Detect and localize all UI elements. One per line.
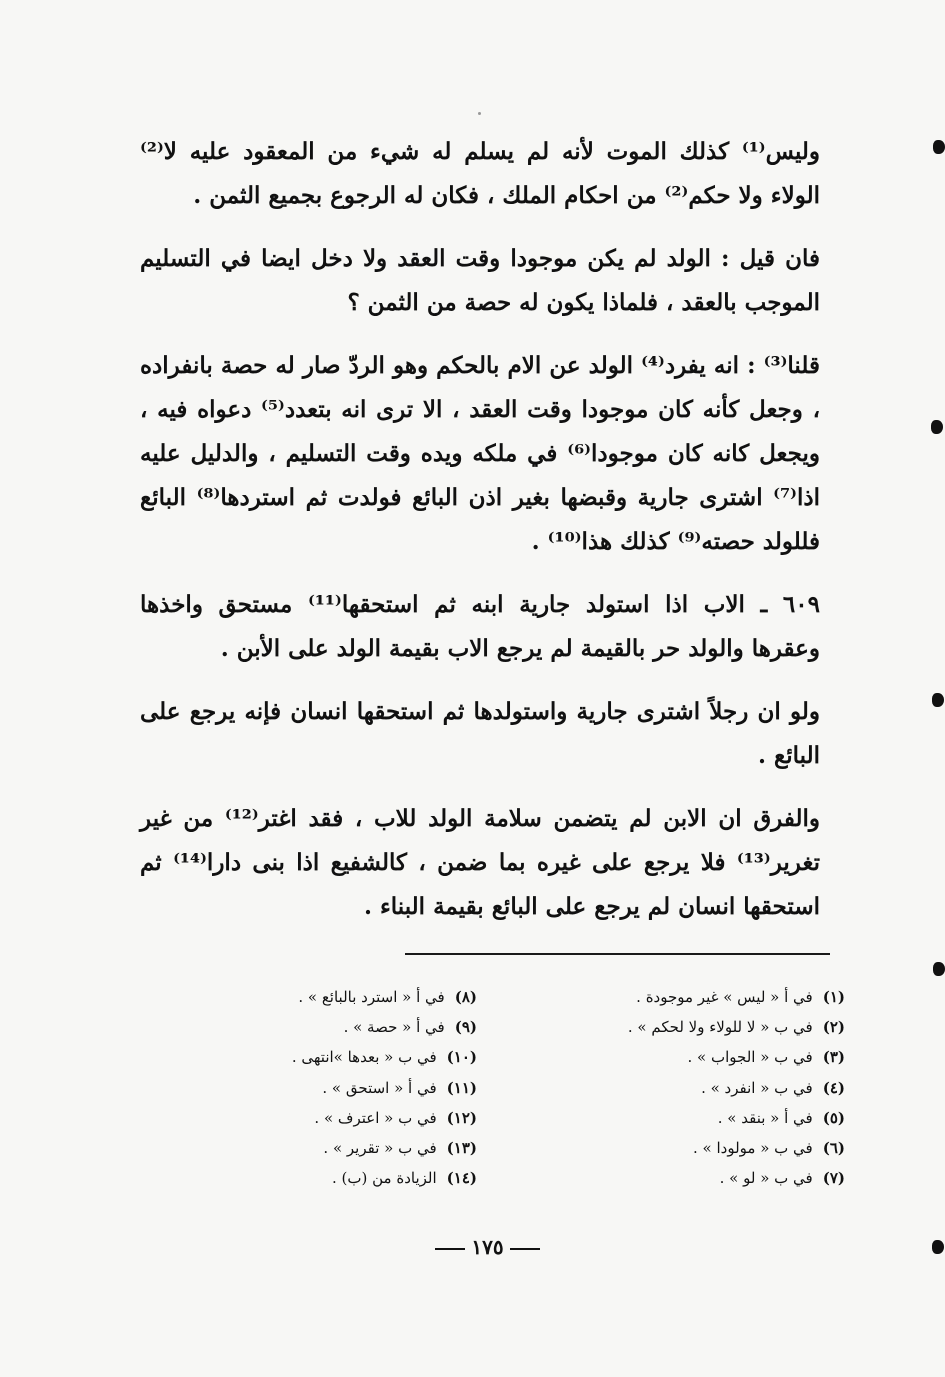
footnote-text: في ب « مولودا » . (693, 1139, 813, 1158)
scan-dot (478, 112, 481, 115)
footnote (207, 1012, 477, 1042)
footnote-text: في أ « استحق » . (322, 1078, 437, 1097)
footnote-text: في ب « تقرير » . (323, 1139, 437, 1158)
footnote (575, 1012, 845, 1042)
paragraph-5: ولو ان رجلاً اشترى جارية واستولدها ثم استحقها انسان فإنه يرجع على البائع . (140, 698, 820, 769)
scan-mark (933, 140, 945, 154)
paragraph-3: قلنا⁽³⁾ : انه يفرد⁽⁴⁾ الولد عن الام بالحكم وهو الردّ صار له حصة بانفراده ، وجعل كأنه كان موجودا وقت العقد ، الا ترى انه بتعدد⁽⁵⁾ دعواه فيه ، ويجعل كانه كان موجودا⁽⁶⁾ في ملكه ويده وقت التسليم ، والدليل عليه اذا⁽⁷⁾ اشترى جارية وقبضها بغير اذن البائع فولدت ثم استردها⁽⁸⁾ البائع فللولد حصته⁽⁹⁾ كذلك هذا⁽¹⁰⁾ . (140, 352, 821, 555)
footnote (575, 1103, 845, 1133)
paragraph-6: والفرق ان الابن لم يتضمن سلامة الولد للاب ، فقد اغتر⁽¹²⁾ من غير تغرير⁽¹³⁾ فلا يرجع على غيره بما ضمن ، كالشفيع اذا بنى دارا⁽¹⁴⁾ ثم استحقها انسان لم يرجع على البائع بقيمة البناء . (140, 805, 820, 920)
footnote (207, 1103, 477, 1133)
footnote-number: (١٠) (446, 1048, 477, 1067)
footnote (575, 1163, 845, 1193)
footnote (207, 982, 477, 1012)
footnote-number: (٨) (454, 988, 477, 1006)
paragraph-4: ٦٠٩ ـ الاب اذا استولد جارية ابنه ثم استحقها⁽¹¹⁾ مستحق واخذها وعقرها والولد حر بالقيمة لم يرجع الاب بقيمة الولد على الأبن . (140, 591, 820, 662)
footnote-number: (١) (822, 988, 845, 1006)
footnote (575, 982, 845, 1012)
footnote (207, 1133, 477, 1163)
footnote (575, 1073, 845, 1103)
scan-mark (931, 420, 943, 434)
footnote-divider (405, 953, 830, 955)
footnote-number: (١٢) (446, 1108, 477, 1127)
paragraph-2: فان قيل : الولد لم يكن موجودا وقت العقد ولا دخل ايضا في التسليم الموجب بالعقد ، فلماذا يكون له حصة من الثمن ؟ (140, 245, 820, 316)
footnote-number: (٧) (822, 1169, 845, 1188)
footnote (207, 1042, 477, 1072)
scan-mark (932, 693, 944, 707)
footnote-text: في ب « لا للولاء ولا لحكم » . (627, 1018, 813, 1037)
footnote (207, 1163, 477, 1193)
footnote-text: في أ « ليس » غير موجودة . (636, 988, 813, 1006)
footnote-number: (١٣) (446, 1139, 477, 1158)
footnote-text: في ب « لو » . (719, 1169, 813, 1188)
footnote-number: (٤) (822, 1078, 845, 1097)
scan-mark (933, 962, 945, 976)
footnotes-column-right (575, 982, 845, 1193)
footnote (575, 1042, 845, 1072)
footnote-number: (٥) (822, 1108, 845, 1127)
footnote-text: الزيادة من (ب) . (332, 1169, 437, 1188)
footnote-text: في أ « استرد بالبائع » . (298, 988, 445, 1006)
scan-mark (932, 1240, 944, 1254)
footnote-number: (٩) (454, 1018, 477, 1037)
footnote-number: (٢) (822, 1018, 845, 1037)
footnote-number: (٣) (822, 1048, 845, 1067)
footnote-text: في ب « اعترف » . (314, 1108, 437, 1127)
page-number: ١٧٥ (425, 1235, 550, 1259)
footnote-text: في ب « الجواب » . (687, 1048, 813, 1067)
footnote (207, 1073, 477, 1103)
footnote-number: (١٤) (446, 1169, 477, 1188)
footnote-text: في أ « بنقد » . (717, 1108, 813, 1127)
main-text (140, 130, 820, 948)
footnote-number: (١١) (446, 1078, 477, 1097)
footnote-number: (٦) (822, 1139, 845, 1158)
footnote-text: في أ « حصة » . (343, 1018, 445, 1037)
paragraph-1: وليس⁽¹⁾ كذلك الموت لأنه لم يسلم له شيء من المعقود عليه لا⁽²⁾ الولاء ولا حكم⁽²⁾ من احكام الملك ، فكان له الرجوع بجميع الثمن . (140, 138, 820, 209)
footnote (575, 1133, 845, 1163)
footnote-text: في ب « انفرد » . (701, 1078, 813, 1097)
footnotes-column-left (207, 982, 477, 1193)
footnote-text: في ب « بعدها »انتهى . (291, 1048, 437, 1067)
